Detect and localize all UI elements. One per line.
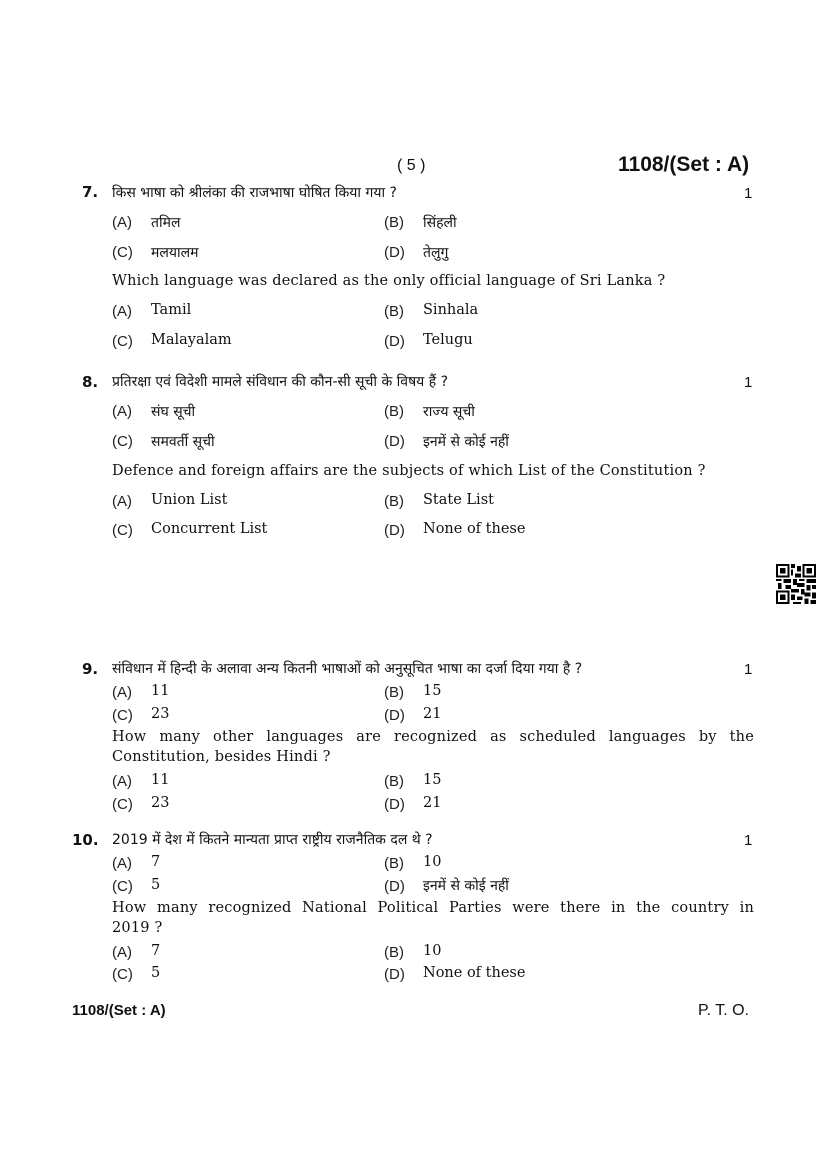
- question-text-english-line2: Constitution, besides Hindi ?: [112, 749, 331, 765]
- option-label: (B): [384, 403, 404, 420]
- option-text: इनमें से कोई नहीं: [423, 434, 509, 450]
- option-text: 5: [151, 965, 161, 981]
- option-text: समवर्ती सूची: [151, 434, 215, 450]
- option-label: (D): [384, 244, 405, 261]
- option-text: State List: [423, 492, 494, 508]
- question-text-english: Which language was declared as the only official language of Sri Lanka ?: [112, 273, 666, 289]
- option-text: 11: [151, 683, 170, 699]
- option-label: (C): [112, 966, 133, 983]
- option-label: (B): [384, 855, 404, 872]
- option-label: (D): [384, 333, 405, 350]
- option-text: None of these: [423, 965, 526, 981]
- option-text: 7: [151, 943, 161, 959]
- question-text-hindi: 2019 में देश में कितने मान्यता प्राप्त राष्ट्रीय राजनैतिक दल थे ?: [112, 832, 433, 848]
- option-label: (D): [384, 966, 405, 983]
- option-text: 21: [423, 706, 442, 722]
- question-number: 9.: [82, 660, 99, 678]
- option-text: Sinhala: [423, 302, 479, 318]
- option-label: (C): [112, 878, 133, 895]
- option-label: (A): [112, 773, 132, 790]
- option-label: (D): [384, 707, 405, 724]
- option-label: (B): [384, 773, 404, 790]
- option-label: (A): [112, 493, 132, 510]
- qr-code-icon: [776, 564, 816, 604]
- option-text: Telugu: [423, 332, 473, 348]
- option-label: (C): [112, 796, 133, 813]
- option-text: 10: [423, 943, 442, 959]
- option-text: None of these: [423, 521, 526, 537]
- option-label: (B): [384, 493, 404, 510]
- option-label: (A): [112, 855, 132, 872]
- question-text-english-line1: How many other languages are recognized as scheduled languages by the: [112, 729, 754, 745]
- option-text: Malayalam: [151, 332, 232, 348]
- question-text-english: Defence and foreign affairs are the subjects of which List of the Constitution ?: [112, 463, 706, 479]
- option-text: 15: [423, 683, 442, 699]
- question-marks: 1: [744, 661, 753, 678]
- option-text: 15: [423, 772, 442, 788]
- question-text-english-line1: How many recognized National Political Parties were there in the country in: [112, 900, 754, 916]
- option-label: (B): [384, 944, 404, 961]
- option-text: 21: [423, 795, 442, 811]
- option-label: (A): [112, 403, 132, 420]
- option-text: 11: [151, 772, 170, 788]
- option-label: (B): [384, 684, 404, 701]
- option-label: (A): [112, 684, 132, 701]
- paper-code-footer: 1108/(Set : A): [72, 1002, 166, 1019]
- option-label: (A): [112, 214, 132, 231]
- option-text: Concurrent List: [151, 521, 268, 537]
- option-label: (C): [112, 333, 133, 350]
- option-text: राज्य सूची: [423, 404, 475, 420]
- question-number: 7.: [82, 183, 99, 201]
- option-label: (A): [112, 303, 132, 320]
- option-label: (D): [384, 433, 405, 450]
- option-label: (B): [384, 303, 404, 320]
- question-marks: 1: [744, 374, 753, 391]
- option-label: (D): [384, 522, 405, 539]
- paper-code-header: 1108/(Set : A): [618, 153, 750, 176]
- question-text-hindi: प्रतिरक्षा एवं विदेशी मामले संविधान की कौन-सी सूची के विषय हैं ?: [112, 374, 449, 390]
- option-label: (C): [112, 433, 133, 450]
- question-text-english-line2: 2019 ?: [112, 920, 163, 936]
- option-label: (C): [112, 522, 133, 539]
- option-text: Tamil: [151, 302, 192, 318]
- option-text: 10: [423, 854, 442, 870]
- option-text: तेलुगु: [423, 245, 449, 261]
- option-text: इनमें से कोई नहीं: [423, 878, 509, 894]
- option-label: (C): [112, 244, 133, 261]
- question-number: 8.: [82, 373, 99, 391]
- option-text: 23: [151, 706, 170, 722]
- option-text: 23: [151, 795, 170, 811]
- option-label: (C): [112, 707, 133, 724]
- option-label: (D): [384, 796, 405, 813]
- question-text-hindi: किस भाषा को श्रीलंका की राजभाषा घोषित किया गया ?: [112, 185, 397, 201]
- option-text: Union List: [151, 492, 228, 508]
- option-label: (B): [384, 214, 404, 231]
- page-number: ( 5 ): [397, 157, 426, 174]
- please-turn-over: P. T. O.: [698, 1002, 749, 1019]
- option-text: 5: [151, 877, 161, 893]
- option-text: संघ सूची: [151, 404, 196, 420]
- question-number: 10.: [72, 831, 99, 849]
- option-text: सिंहली: [423, 215, 457, 231]
- question-text-hindi: संविधान में हिन्दी के अलावा अन्य कितनी भाषाओं को अनुसूचित भाषा का दर्जा दिया गया है ?: [112, 661, 583, 677]
- option-text: 7: [151, 854, 161, 870]
- option-label: (A): [112, 944, 132, 961]
- question-marks: 1: [744, 832, 753, 849]
- option-text: मलयालम: [151, 245, 199, 261]
- question-marks: 1: [744, 185, 753, 202]
- option-text: तमिल: [151, 215, 181, 231]
- option-label: (D): [384, 878, 405, 895]
